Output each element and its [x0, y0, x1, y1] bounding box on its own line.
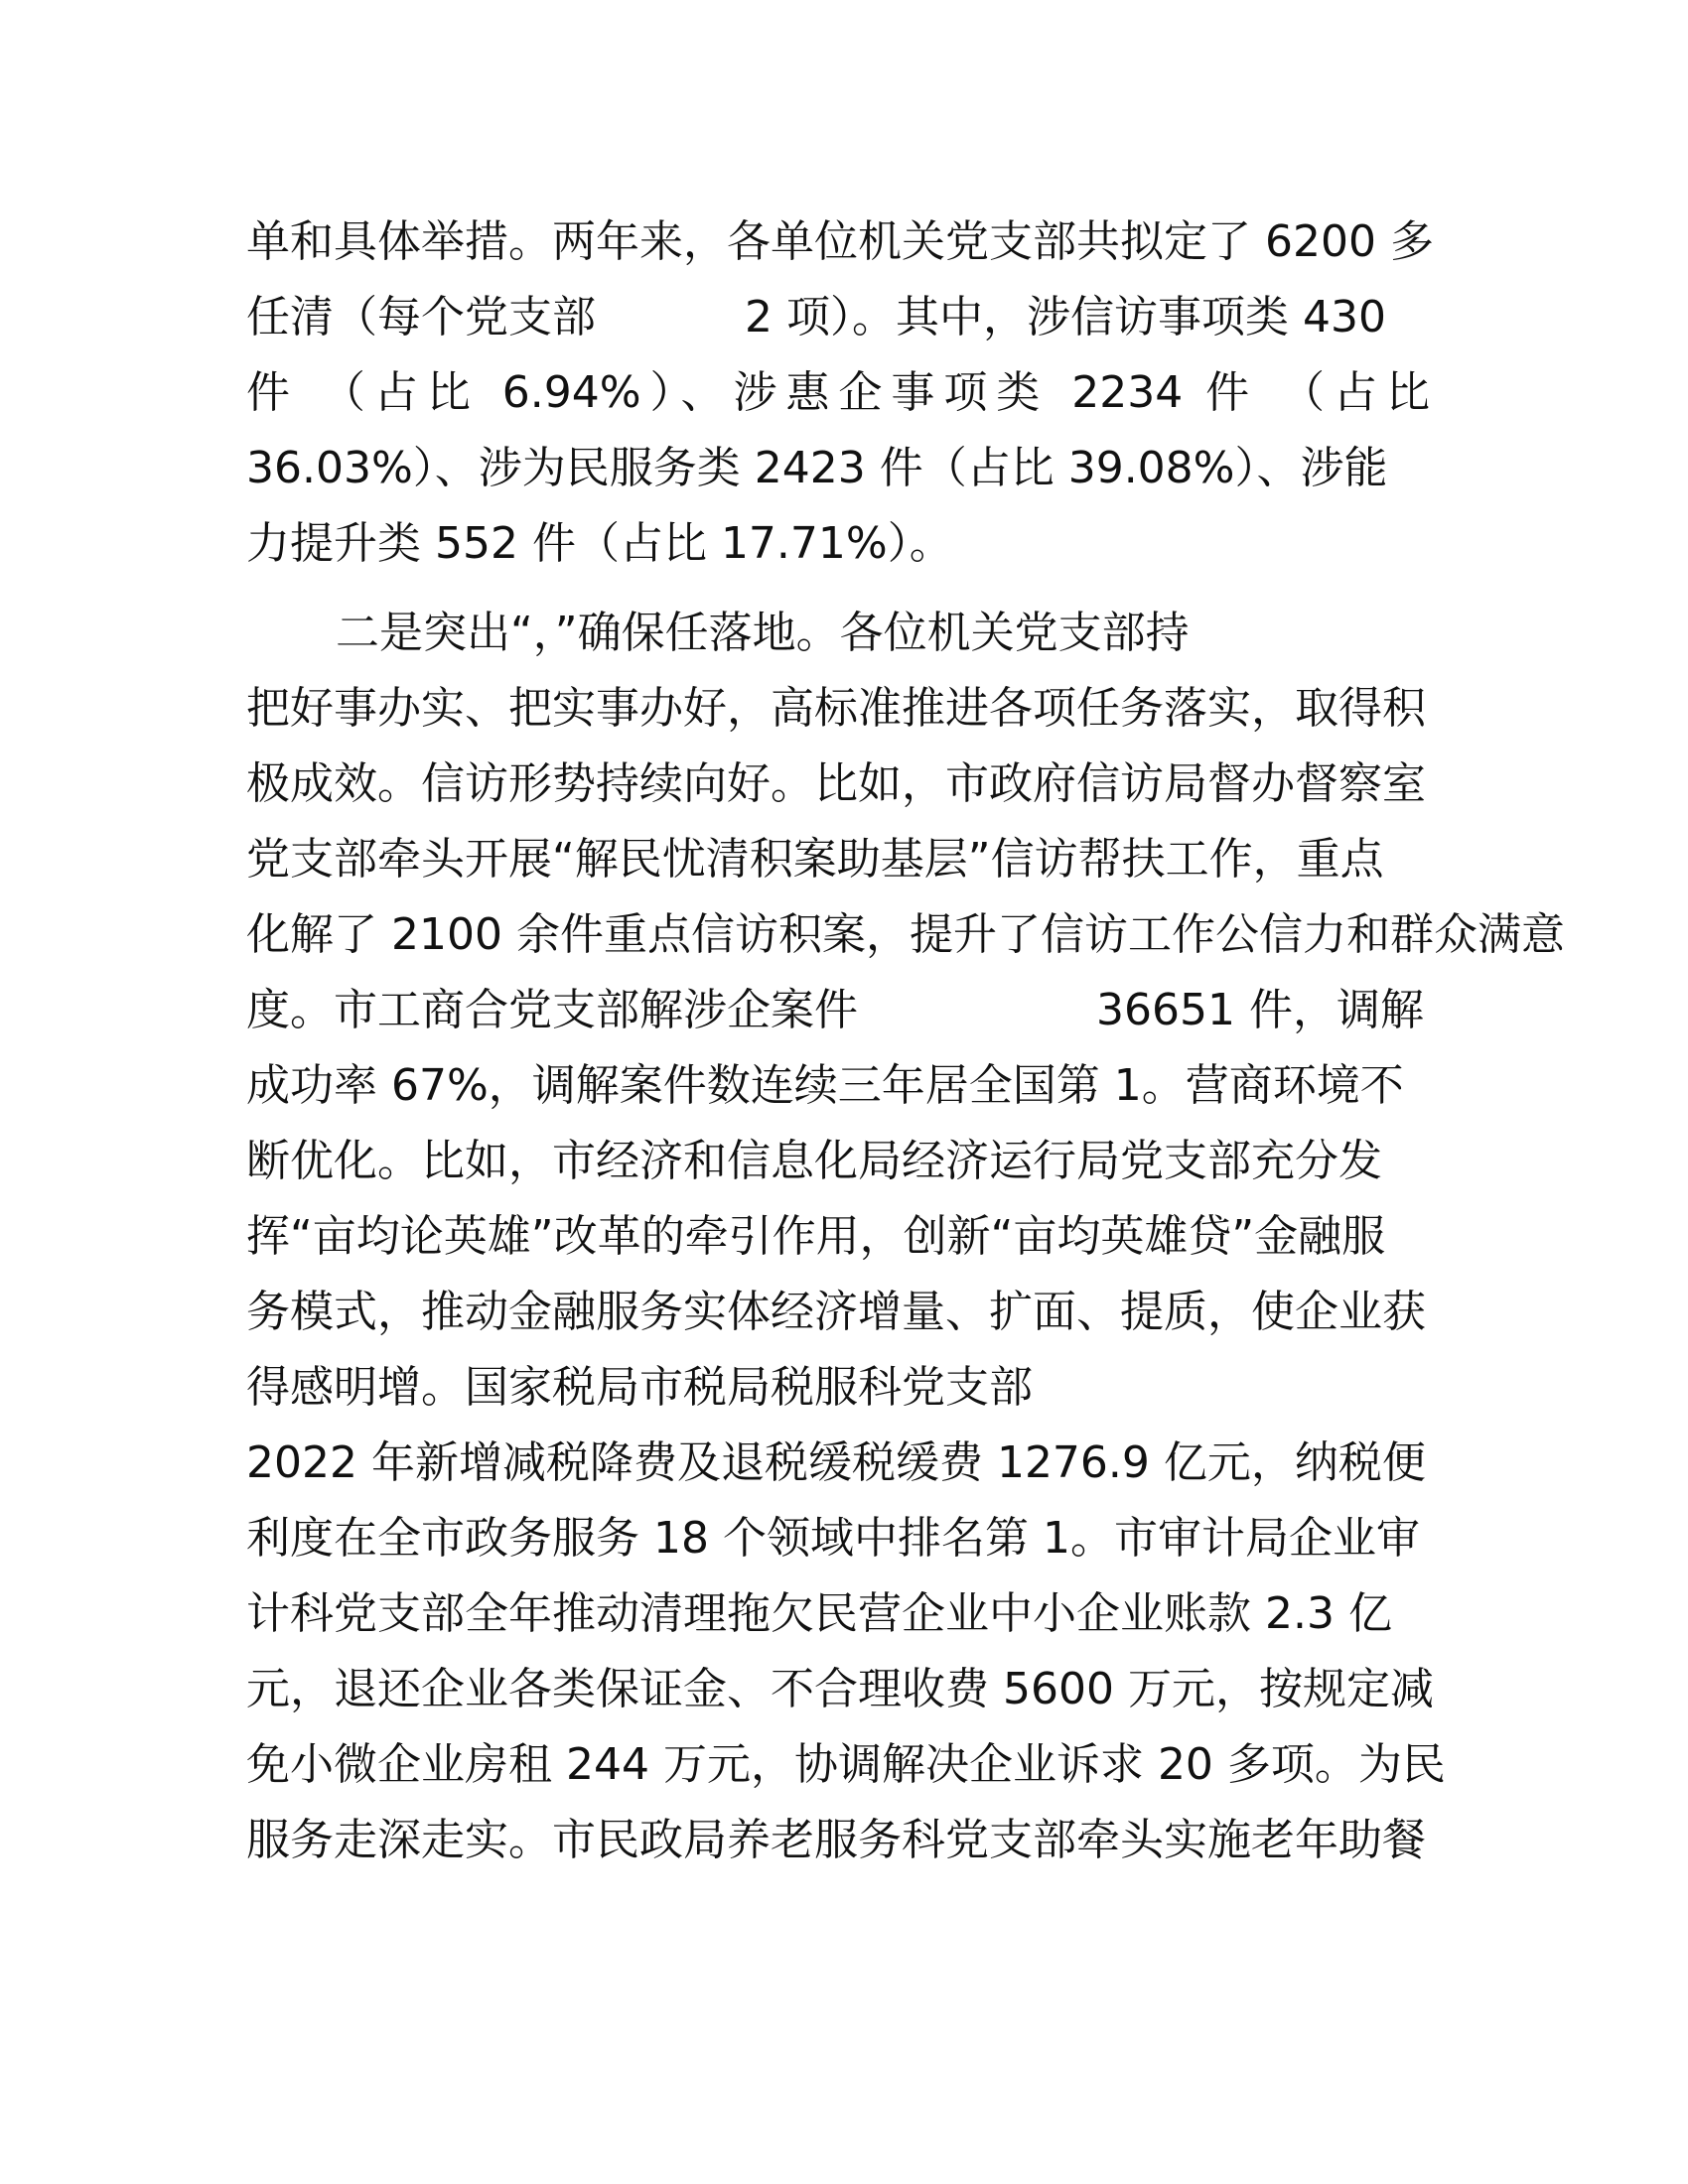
text-line-2-part-a: 任清（每个党支部 — [246, 292, 596, 342]
text-line-4: 36.03%）、涉为民服务类 2423 件（占比 39.08%）、涉能 — [246, 443, 1388, 493]
text-line-7: 把好事办实、把实事办好，高标准推进各项任务落实，取得积 — [246, 683, 1426, 734]
text-line-17: 2022 年新增减税降费及退税缓税缓费 1276.9 亿元，纳税便 — [246, 1437, 1426, 1488]
text-line-3: 件 （占比 6.94%）、涉惠企事项类 2234 件 （占比 — [246, 367, 1430, 418]
text-line-12: 成功率 67%，调解案件数连续三年居全国第 1。营商环境不 — [246, 1060, 1404, 1111]
text-line-9: 党支部牵头开展“解民忧清积案助基层”信访帮扶工作，重点 — [246, 834, 1384, 885]
text-line-19: 计科党支部全年推动清理拖欠民营企业中小企业账款 2.3 亿 — [246, 1588, 1392, 1639]
text-line-6: 二是突出“，”确保任落地。各位机关党支部持 — [336, 608, 1190, 658]
text-line-11-part-b: 36651 件，调解 — [1096, 985, 1424, 1035]
text-line-8: 极成效。信访形势持续向好。比如，市政府信访局督办督察室 — [246, 758, 1426, 809]
text-line-22: 服务走深走实。市民政局养老服务科党支部牵头实施老年助餐 — [246, 1815, 1426, 1865]
text-line-1: 单和具体举措。两年来，各单位机关党支部共拟定了 6200 多 — [246, 216, 1434, 267]
text-line-18: 利度在全市政务服务 18 个领域中排名第 1。市审计局企业审 — [246, 1513, 1420, 1564]
text-line-14: 挥“亩均论英雄”改革的牵引作用，创新“亩均英雄贷”金融服 — [246, 1211, 1386, 1262]
text-line-13: 断优化。比如，市经济和信息化局经济运行局党支部充分发 — [246, 1136, 1382, 1186]
text-line-20: 元，退还企业各类保证金、不合理收费 5600 万元，按规定减 — [246, 1664, 1434, 1714]
text-line-11-part-a: 度。市工商合党支部解涉企案件 — [246, 985, 858, 1035]
text-line-10: 化解了 2100 余件重点信访积案，提升了信访工作公信力和群众满意 — [246, 909, 1565, 960]
text-line-16: 得感明增。国家税局市税局税服科党支部 — [246, 1362, 1033, 1413]
text-line-2-part-b: 2 项）。其中，涉信访事项类 430 — [745, 292, 1386, 342]
text-line-5: 力提升类 552 件（占比 17.71%）。 — [246, 518, 953, 569]
text-line-11 — [246, 981, 1438, 1040]
text-line-15: 务模式，推动金融服务实体经济增量、扩面、提质，使企业获 — [246, 1287, 1426, 1337]
text-line-21: 免小微企业房租 244 万元，协调解决企业诉求 20 多项。为民 — [246, 1739, 1446, 1790]
text-line-2 — [246, 288, 1438, 347]
